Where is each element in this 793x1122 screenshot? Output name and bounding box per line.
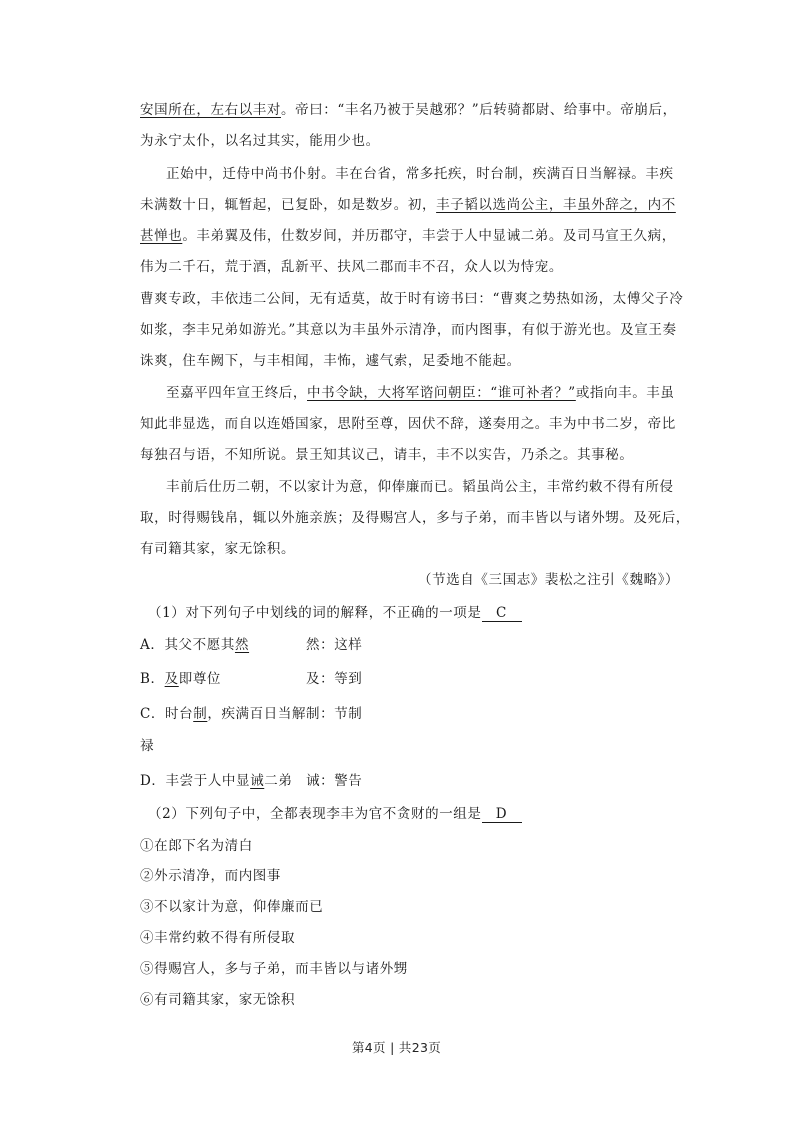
passage-line: 诛爽，住车阙下，与丰相闻，丰怖，遽气索，足委地不能起。: [140, 353, 521, 369]
sentence-text: 至嘉平四年宣王终后，: [166, 385, 307, 401]
option-text: ，疾满百日当解: [207, 706, 307, 722]
question-text: （1）对下列句子中划线的词的解释，不正确的一项是: [148, 605, 482, 621]
answer-blank: D: [482, 806, 522, 823]
option-letter: C．: [140, 706, 166, 722]
sentence-text: 。丰弟翼及伟，仕数岁间，并历郡守，丰尝于人中显诫二弟。及司马宣王久病，: [182, 228, 676, 244]
option-letter: D．: [140, 773, 166, 789]
passage-line: [166, 383, 675, 403]
list-item: ④丰常约敕不得有所侵取: [140, 930, 296, 946]
passage-line: [140, 195, 676, 215]
option-text: 即尊位: [178, 671, 222, 687]
option-term: [140, 771, 292, 791]
passage-line: 取，时得赐钱帛，辄以外施亲族；及得赐宫人，多与子弟，而丰皆以与诸外甥。及死后，: [140, 510, 690, 526]
passage-line: 伟为二千石，荒于酒，乱新平、扶风二郡而丰不召，众人以为恃宠。: [140, 259, 563, 275]
option-definition: 制：节制: [306, 706, 363, 722]
passage-line: 丰前后仕历二朝，不以家计为意，仰俸廉而已。韬虽尚公主，丰常约敕不得有所侵: [166, 479, 674, 495]
option-c-wrap: 禄: [140, 738, 155, 754]
option-text: 时台: [165, 706, 194, 722]
passage-line: [140, 226, 676, 246]
option-definition: 诫：警告: [306, 773, 363, 789]
option-term: [140, 635, 249, 655]
list-item: ⑤得赐宫人，多与子弟，而丰皆以与诸外甥: [140, 961, 408, 977]
option-text: 二弟: [264, 773, 293, 789]
underlined-word: 诫: [250, 773, 265, 789]
option-text: 丰尝于人中显: [165, 773, 251, 789]
passage-line: [140, 100, 677, 120]
option-term: [140, 669, 221, 689]
underlined-sentence: 甚惮也: [140, 228, 183, 244]
list-item: ③不以家计为意，仰俸廉而已: [140, 899, 324, 915]
underlined-sentence: 丰子韬以选尚公主，丰虽外辞之，内不: [436, 197, 676, 213]
underlined-word: 及: [164, 671, 179, 687]
list-item: ②外示清净，而内图事: [140, 868, 281, 884]
option-term: [140, 704, 306, 724]
passage-line: 为永宁太仆，以名过其实，能用少也。: [140, 133, 380, 149]
option-letter: A．: [140, 637, 165, 653]
list-item: ⑥有司籍其家，家无馀积: [140, 992, 296, 1008]
list-item: ①在郎下名为清白: [140, 838, 253, 854]
option-d: [140, 771, 540, 791]
option-text: 其父不愿其: [164, 637, 235, 653]
underlined-sentence: 安国所在，左右以丰对: [140, 102, 281, 118]
passage-line: 如浆，李丰兄弟如游光。”其意以为丰虽外示清净，而内图事，有似于游光也。及宣王奏: [140, 322, 677, 338]
page-number-footer: 第4页 | 共23页: [351, 1040, 442, 1055]
sentence-text: 。帝曰：“丰名乃被于吴越邪？”后转骑都尉、给事中。帝崩后，: [281, 102, 677, 118]
question-1-stem: [148, 603, 522, 623]
option-c: [140, 704, 540, 724]
sentence-text: 未满数十日，辄暂起，已复卧，如是数岁。初，: [140, 197, 437, 213]
option-letter: B．: [140, 671, 165, 687]
underlined-word: 然: [234, 637, 250, 653]
passage-line: 正始中，迁侍中尚书仆射。丰在台省，常多托疾，时台制，疾满百日当解禄。丰疾: [166, 166, 674, 182]
passage-line: 曹爽专政，丰依违二公间，无有适莫，故于时有谤书曰：“曹爽之势热如汤，太傅父子冷: [140, 291, 684, 307]
passage-line: 每独召与语，不知所说。景王知其议己，请丰，丰不以实告，乃杀之。其事秘。: [140, 447, 634, 463]
passage-source: （节选自《三国志》裴松之注引《魏略》）: [418, 572, 680, 588]
underlined-sentence: 中书令缺，大将军谘问朝臣：“谁可补者？”: [307, 385, 576, 401]
underlined-word: 制: [193, 706, 208, 722]
question-text: （2）下列句子中，全都表现李丰为官不贪财的一组是: [148, 806, 482, 822]
option-definition: 然：这样: [306, 637, 363, 653]
option-a: [140, 635, 540, 655]
passage-line: 有司籍其家，家无馀积。: [140, 541, 296, 557]
option-b: [140, 669, 540, 689]
question-2-stem: [148, 804, 522, 824]
sentence-text: 或指向丰。丰虽: [575, 385, 675, 401]
answer-blank: C: [482, 605, 522, 622]
passage-line: 知此非显选，而自以连婚国家，思附至尊，因伏不辞，遂奏用之。丰为中书二岁，帝比: [140, 416, 676, 432]
option-definition: 及：等到: [306, 671, 363, 687]
